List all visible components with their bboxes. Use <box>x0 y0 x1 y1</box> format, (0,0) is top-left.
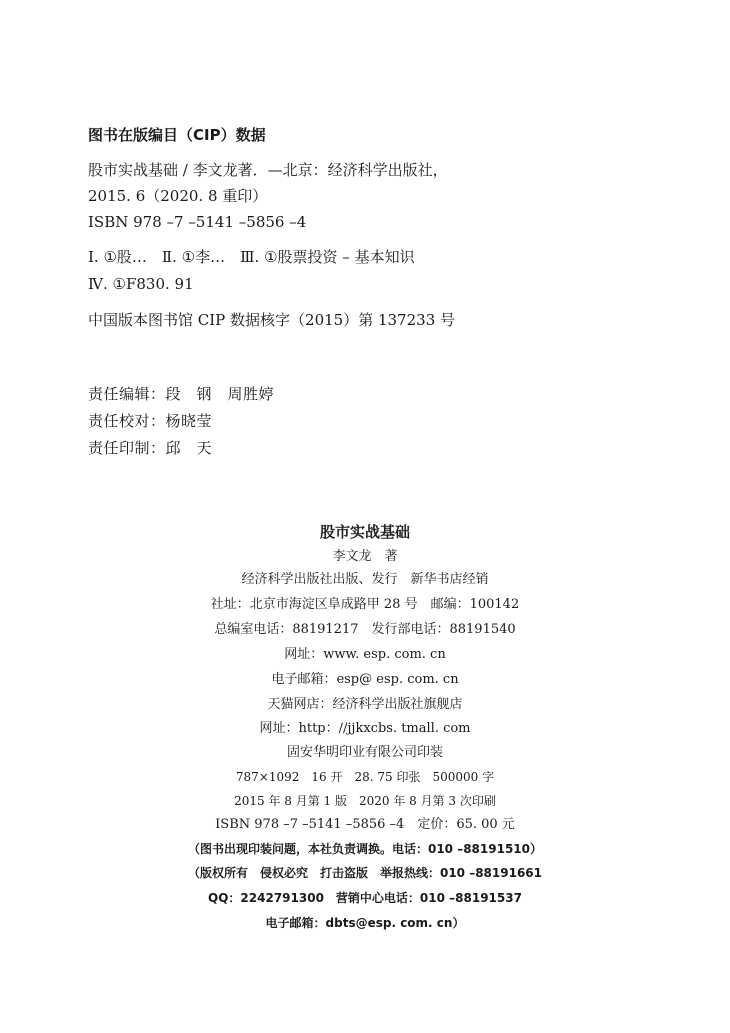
publisher-phones: 总编室电话：88191217 发行部电话：88191540 <box>214 622 516 637</box>
publisher-address: 社址：北京市海淀区阜成路甲 28 号 邮编：100142 <box>210 597 520 612</box>
contact-email: 电子邮箱：dbts@esp. com. cn） <box>265 916 465 930</box>
publisher-email: 电子邮箱：esp@ esp. com. cn <box>271 672 459 687</box>
print-defect-notice: （图书出现印装问题，本社负责调换。电话：010 –88191510） <box>187 842 543 856</box>
tmall-store-url: 网址：http：//jjkxcbs. tmall. com <box>259 721 471 736</box>
edition-info: 2015 年 8 月第 1 版 2020 年 8 月第 3 次印刷 <box>234 794 496 808</box>
tmall-store: 天猫网店：经济科学出版社旗舰店 <box>267 697 463 712</box>
cip-entry-line1: 股市实战基础 / 李文龙著．—北京：经济科学出版社， <box>88 161 448 179</box>
contact-qq: QQ：2242791300 营销中心电话：010 –88191537 <box>208 891 522 905</box>
responsible-editors: 责任编辑：段 钢 周胜婷 <box>88 385 275 403</box>
isbn-price: ISBN 978 –7 –5141 –5856 –4 定价：65. 00 元 <box>215 817 515 832</box>
printer-name: 固安华明印业有限公司印装 <box>286 745 443 760</box>
cip-entry-line2: 2015. 6（2020. 8 重印） <box>88 187 268 205</box>
print-specs: 787×1092 16 开 28. 75 印张 500000 字 <box>235 770 495 784</box>
cip-record-number: 中国版本图书馆 CIP 数据核字（2015）第 137233 号 <box>88 311 456 329</box>
responsible-proofreader: 责任校对：杨晓莹 <box>88 412 213 430</box>
cip-heading: 图书在版编目（CIP）数据 <box>88 126 266 144</box>
cip-subjects-line1: Ⅰ. ①股… Ⅱ. ①李… Ⅲ. ①股票投资 – 基本知识 <box>88 248 415 266</box>
responsible-printing: 责任印制：邱 天 <box>88 439 213 457</box>
cip-subjects-line2: Ⅳ. ①F830. 91 <box>88 275 194 293</box>
publisher-line: 经济科学出版社出版、发行 新华书店经销 <box>241 572 489 587</box>
book-title: 股市实战基础 <box>319 523 410 541</box>
cip-isbn: ISBN 978 –7 –5141 –5856 –4 <box>88 213 307 231</box>
publisher-website: 网址：www. esp. com. cn <box>284 647 446 662</box>
copyright-notice: （版权所有 侵权必究 打击盗版 举报热线：010 –88191661 <box>187 866 543 880</box>
book-author: 李文龙 著 <box>332 549 398 564</box>
